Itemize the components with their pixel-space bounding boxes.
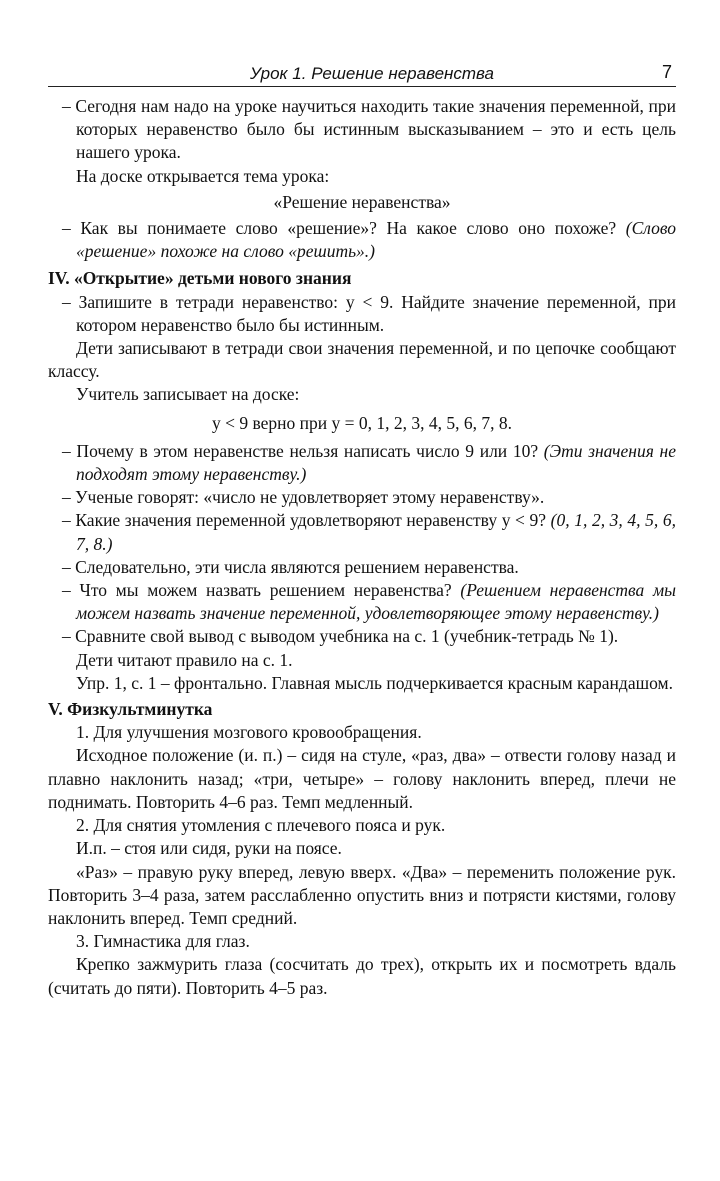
paragraph-question-word — [48, 217, 676, 263]
answer-text: (0, 1, 2, 3, 4, 5, 6, 7, 8.) — [76, 510, 676, 554]
paragraph-exercise-3-title: 3. Гимнастика для глаз. — [76, 931, 250, 952]
paragraph-exercise-2-body: «Раз» – правую руку вперед, левую вверх. «Два» – переменить положение рук. Повторить 3–4 раза, затем расслабленно опустить вниз и потрясти кистями, голову наклонить вперед. Темп средний. — [48, 861, 676, 928]
running-header — [48, 60, 676, 87]
question-text: – Почему в этом неравенстве нельзя написать число 9 или 10? — [62, 440, 544, 461]
section-heading-v: V. Физкультминутка — [48, 699, 213, 720]
paragraph-exercise-1-body: Исходное положение (и. п.) – сидя на стуле, «раз, два» – отвести голову назад и плавно наклонить назад; «три, четыре» – голову наклонить вперед, плечи не поднимать. Повторить 4–6 раз. Темп медленный. — [48, 745, 676, 812]
paragraph-scientists-say: – Ученые говорят: «число не удовлетворяет этому неравенству». — [62, 487, 545, 508]
section-heading-iv: IV. «Открытие» детьми нового знания — [48, 268, 352, 289]
paragraph-teacher-writes: Учитель записывает на доске: — [76, 384, 300, 405]
paragraph-lesson-goal: – Сегодня нам надо на уроке научиться находить такие значения переменной, при которых неравенство было бы истинным высказыванием – это и есть цель нашего урока. — [62, 96, 676, 163]
paragraph-what-is-solution — [48, 579, 676, 625]
paragraph-exercise-2-title: 2. Для снятия утомления с плечевого пояса и рук. — [76, 815, 446, 836]
paragraph-exercise-3-body: Крепко зажмурить глаза (сосчитать до трех), открыть их и посмотреть вдаль (считать до пяти). Повторить 4–5 раз. — [48, 954, 676, 998]
paragraph-read-rule: Дети читают правило на с. 1. — [76, 649, 293, 670]
question-text: – Как вы понимаете слово «решение»? На какое слово оно похоже? — [62, 218, 626, 239]
question-text: – Какие значения переменной удовлетворяют неравенству y < 9? — [62, 510, 551, 531]
paragraph-children-write: Дети записывают в тетради свои значения переменной, и по цепочке сообщают классу. — [48, 338, 676, 382]
page-number: 7 — [661, 62, 672, 82]
answer-text: (Эти значения не подходят этому неравенству.) — [76, 440, 676, 485]
paragraph-exercise-2-start: И.п. – стоя или сидя, руки на поясе. — [76, 838, 342, 859]
paragraph-which-values — [48, 509, 676, 555]
running-title: Урок 1. Решение неравенства — [249, 64, 495, 83]
book-page — [48, 60, 676, 1000]
question-text: – Что мы можем назвать решением неравенства? — [62, 580, 461, 601]
board-inequality: y < 9 верно при y = 0, 1, 2, 3, 4, 5, 6, 7, 8. — [211, 412, 512, 433]
lesson-topic: «Решение неравенства» — [273, 191, 451, 212]
paragraph-therefore: – Следовательно, эти числа являются решением неравенства. — [62, 556, 519, 577]
paragraph-task-inequality: – Запишите в тетради неравенство: y < 9. Найдите значение переменной, при котором неравенство было бы истинным. — [62, 291, 676, 335]
paragraph-compare-conclusion: – Сравните свой вывод с выводом учебника на с. 1 (учебник-тетрадь № 1). — [62, 626, 619, 647]
paragraph-exercise: Упр. 1, с. 1 – фронтально. Главная мысль подчеркивается красным карандашом. — [76, 672, 673, 693]
answer-text: (Решением неравенства мы можем назвать значение переменной, удовлетворяющее этому неравенству.) — [76, 580, 676, 624]
paragraph-why-not-9 — [48, 440, 676, 486]
paragraph-board-topic: На доске открывается тема урока: — [76, 165, 330, 186]
paragraph-exercise-1-title: 1. Для улучшения мозгового кровообращения. — [76, 722, 422, 743]
answer-text: (Слово «решение» похоже на слово «решить».) — [76, 218, 676, 262]
